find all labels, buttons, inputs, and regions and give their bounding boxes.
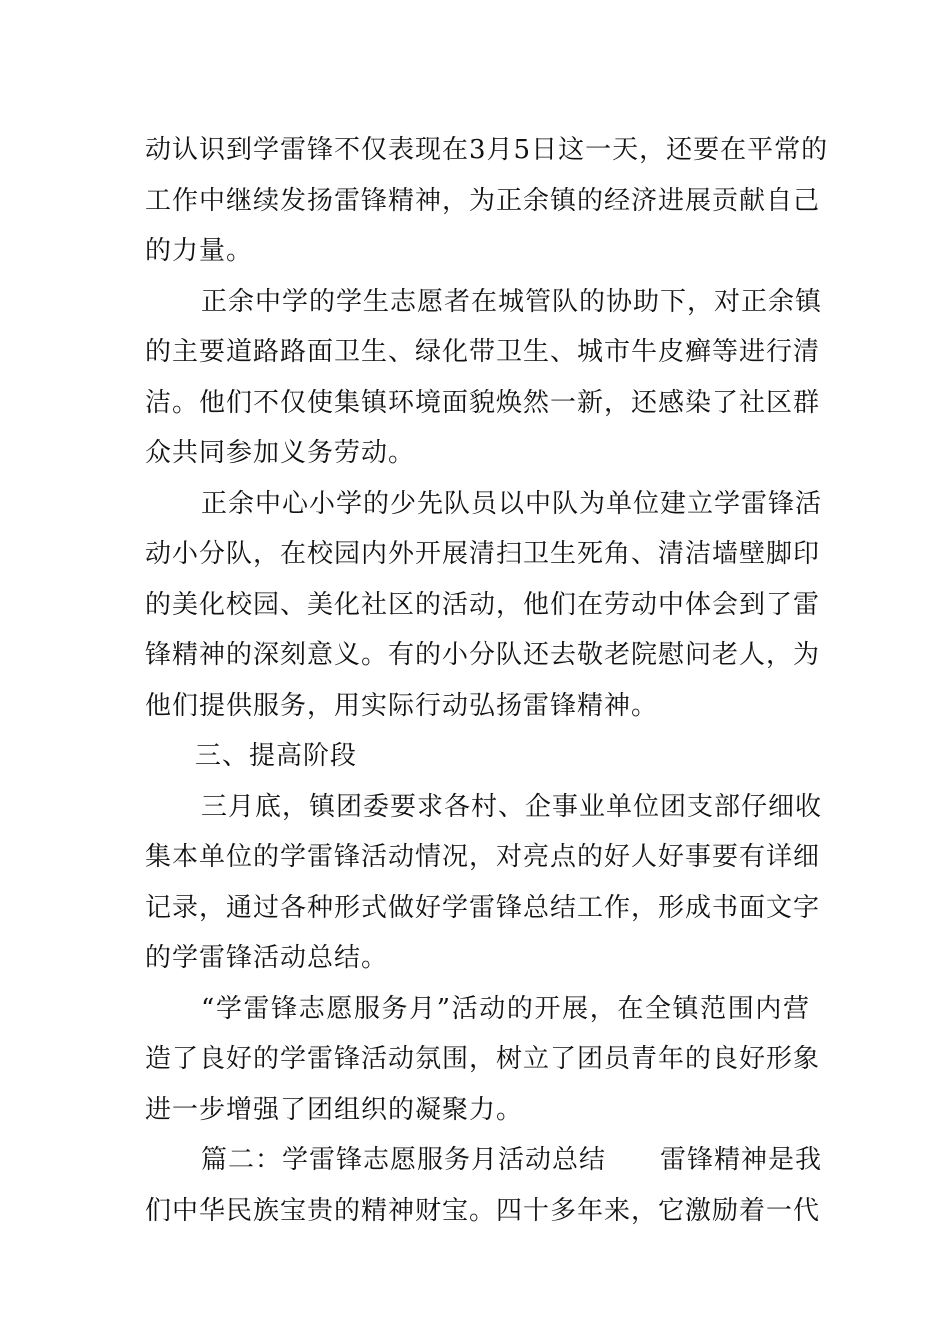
section-heading: 三、提高阶段 <box>195 741 358 771</box>
text-line: 正余中学的学生志愿者在城管队的协助下，对正余镇 <box>201 286 823 317</box>
text-line: 的主要道路路面卫生、绿化带卫生、城市牛皮癣等进行清 <box>145 337 821 367</box>
text-line: 的力量。 <box>145 236 254 266</box>
text-line: 锋精神的深刻意义。有的小分队还去敬老院慰问老人，为 <box>145 640 821 670</box>
body-text <box>145 125 829 1236</box>
text-line: 洁。他们不仅使集镇环境面貌焕然一新，还感染了社区群 <box>145 387 821 418</box>
text-line: 集本单位的学雷锋活动情况，对亮点的好人好事要有详细 <box>145 842 821 872</box>
text-line: 动小分队，在校园内外开展清扫卫生死角、清洁墙壁脚印 <box>145 539 821 569</box>
text-line: 正余中心小学的少先队员以中队为单位建立学雷锋活 <box>201 488 823 519</box>
text-line: 他们提供服务，用实际行动弘扬雷锋精神。 <box>145 690 659 721</box>
text-line: “学雷锋志愿服务月”活动的开展，在全镇范围内营 <box>201 993 810 1024</box>
text-line: 众共同参加义务劳动。 <box>145 438 416 468</box>
text-line: 篇二：学雷锋志愿服务月活动总结 雷锋精神是我 <box>201 1145 823 1175</box>
text-line: 的美化校园、美化社区的活动，他们在劳动中体会到了雷 <box>145 589 821 620</box>
text-line: 们中华民族宝贵的精神财宝。四十多年来，它激励着一代 <box>145 1195 821 1226</box>
text-line: 三月底，镇团委要求各村、企事业单位团支部仔细收 <box>201 791 823 822</box>
text-line: 动认识到学雷锋不仅表现在3月5日这一天，还要在平常的 <box>145 135 829 165</box>
text-line: 进一步增强了团组织的凝聚力。 <box>145 1094 524 1125</box>
text-line: 工作中继续发扬雷锋精神，为正余镇的经济进展贡献自己 <box>145 185 821 216</box>
text-line: 记录，通过各种形式做好学雷锋总结工作，形成书面文字 <box>145 892 821 923</box>
text-line: 造了良好的学雷锋活动氛围，树立了团员青年的良好形象 <box>145 1044 821 1074</box>
text-line: 的学雷锋活动总结。 <box>145 943 389 973</box>
